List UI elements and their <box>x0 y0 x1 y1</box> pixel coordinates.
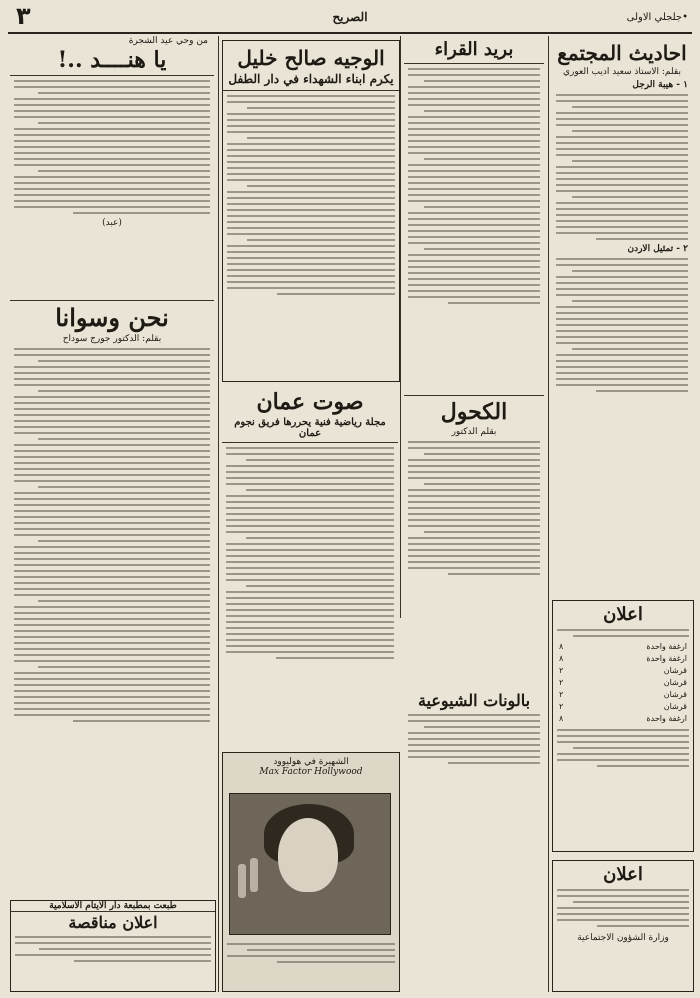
brand-name: Max Factor Hollywood <box>259 767 363 777</box>
article-title: احاديث المجتمع <box>557 41 687 65</box>
kicker: من وحي عيد الشجرة <box>128 36 208 46</box>
article-title: نحن وسوانا <box>55 305 169 332</box>
article-byline: بقلم: الاستاذ سعيد اديب العوري <box>563 67 681 77</box>
article-title: بريد القراء <box>404 40 544 64</box>
article-body <box>404 68 544 304</box>
page-header <box>8 2 692 34</box>
ad-caption: الشهيرة في هوليوود <box>273 757 349 767</box>
article-subtitle: يكرم ابناء الشهداء في دار الطفل <box>223 73 399 91</box>
article-body <box>552 94 692 240</box>
article-title: الكحول <box>440 400 508 425</box>
sports-magazine <box>222 390 398 750</box>
page-number: ٣ <box>16 2 31 30</box>
article-body <box>222 447 398 659</box>
section-heading: ٢ - تمثيل الاردن <box>627 244 688 254</box>
column-divider <box>400 36 401 618</box>
ad-title: اعلان <box>603 864 643 885</box>
advertisement-box <box>552 860 694 992</box>
poem-body <box>10 80 214 214</box>
poem-signature: (عبد) <box>102 218 122 229</box>
section-divider <box>10 300 214 301</box>
section-heading: ١ - هيبة الرجل <box>632 80 688 90</box>
masthead: الصريح <box>332 10 368 24</box>
article-body <box>404 714 544 764</box>
column-divider <box>218 36 219 992</box>
article-body <box>404 441 544 575</box>
article-subtitle: مجلة رياضية فنية يحررها فريق نجوم عمان <box>222 417 398 443</box>
article-body <box>223 95 399 295</box>
featured-article <box>222 40 400 382</box>
issue-date: •جلجلي الاولى <box>626 12 688 23</box>
ad-title: اعلان مناقصة <box>68 913 158 932</box>
column-alcohol <box>404 400 544 640</box>
column-poem <box>10 36 214 296</box>
article-title: يا هنــــد ..! <box>10 48 214 76</box>
ad-title: اعلان <box>603 604 643 625</box>
portrait-photo <box>229 793 391 935</box>
cosmetics-advertisement <box>222 752 400 992</box>
article-title: صوت عمان <box>256 390 364 415</box>
article-byline: بقلم: الدكتور جورج سوداح <box>62 334 162 345</box>
tender-advertisement <box>10 900 216 992</box>
column-balloons <box>404 692 544 802</box>
article-title: الوجيه صالح خليل <box>237 46 385 70</box>
ad-text <box>223 939 399 967</box>
ad-text <box>11 936 215 962</box>
column-divider <box>548 36 549 992</box>
article-body <box>552 258 692 392</box>
column-opinion <box>10 305 214 895</box>
section-divider <box>404 395 544 396</box>
ad-price-list: ارغفة واحدة ٨ ارغفة واحدة ٨ قرشان ٢ قرشان ٢ قرشان ٢ قرشان ٢ ارغفة واحدة ٨ <box>559 641 687 723</box>
article-body <box>10 348 214 722</box>
article-title: بالونات الشيوعية <box>417 692 531 710</box>
advertisement-box <box>552 600 694 852</box>
article-byline: بقلم الدكتور <box>451 427 497 438</box>
column-society <box>552 36 692 596</box>
printer-credit: طبعت بمطبعة دار الايتام الاسلامية <box>11 901 215 912</box>
ad-footer: وزارة الشؤون الاجتماعية <box>577 932 669 943</box>
